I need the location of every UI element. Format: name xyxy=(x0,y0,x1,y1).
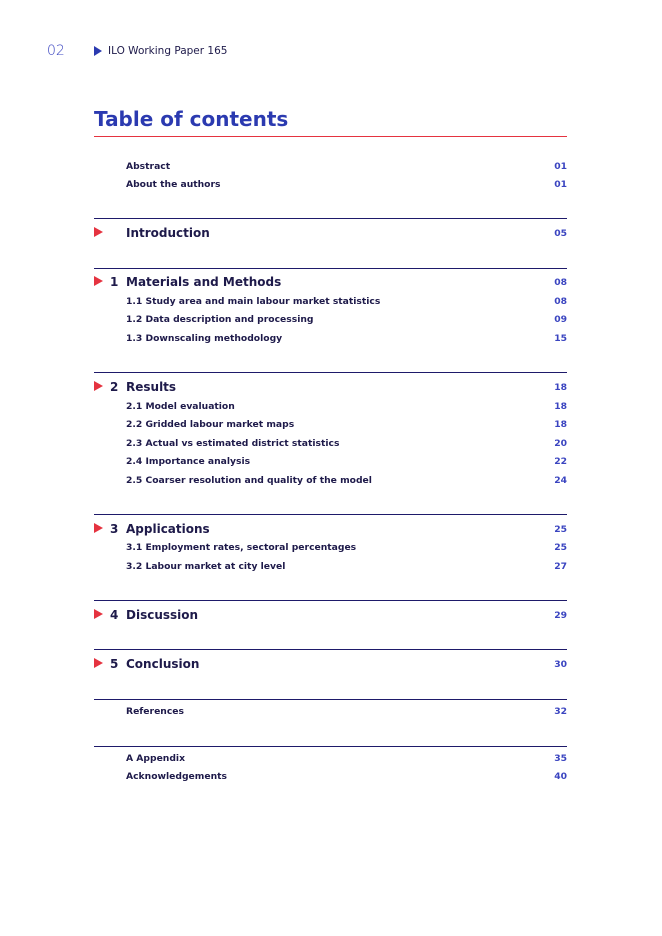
section-divider xyxy=(94,699,567,700)
toc-entry-page: 20 xyxy=(554,438,567,449)
toc-entry-section-2[interactable] xyxy=(94,381,567,395)
section-divider xyxy=(94,268,567,269)
toc-entry-label: 2.5 Coarser resolution and quality of the model xyxy=(126,475,372,486)
toc-entry-references[interactable] xyxy=(94,706,567,720)
title-divider xyxy=(94,136,567,137)
toc-subentry[interactable] xyxy=(94,542,567,556)
toc-subentry[interactable] xyxy=(94,475,567,489)
toc-subentry[interactable] xyxy=(94,314,567,328)
toc-entry-page: 01 xyxy=(554,179,567,190)
toc-entry-label: 2.4 Importance analysis xyxy=(126,456,251,467)
section-number: 3 xyxy=(110,522,119,536)
toc-entry-page: 27 xyxy=(554,561,567,572)
section-number: 4 xyxy=(110,608,119,622)
section-divider xyxy=(94,600,567,601)
toc-entry-page: 29 xyxy=(554,610,567,621)
section-divider xyxy=(94,649,567,650)
toc-entry-section-4[interactable] xyxy=(94,609,567,623)
section-arrow-icon xyxy=(94,523,103,533)
toc-entry-page: 30 xyxy=(554,659,567,670)
toc-entry-page: 08 xyxy=(554,296,567,307)
toc-entry-label: 2.1 Model evaluation xyxy=(126,401,235,412)
section-arrow-icon xyxy=(94,276,103,286)
section-number: 1 xyxy=(110,275,119,289)
toc-entry-label: 2.3 Actual vs estimated district statistics xyxy=(126,438,340,449)
toc-title: Table of contents xyxy=(94,107,289,131)
toc-entry-page: 18 xyxy=(554,382,567,393)
triangle-icon xyxy=(94,46,102,56)
toc-entry-acknowledgements[interactable] xyxy=(94,771,567,785)
toc-subentry[interactable] xyxy=(94,419,567,433)
toc-entry-page: 22 xyxy=(554,456,567,467)
section-number: 2 xyxy=(110,380,119,394)
toc-entry-label: Materials and Methods xyxy=(126,275,282,289)
toc-entry-label: Applications xyxy=(126,522,210,536)
toc-entry-page: 09 xyxy=(554,314,567,325)
running-title: ILO Working Paper 165 xyxy=(108,45,228,57)
section-arrow-icon xyxy=(94,227,103,237)
toc-entry-label: A Appendix xyxy=(126,753,185,764)
section-arrow-icon xyxy=(94,658,103,668)
toc-entry-page: 40 xyxy=(554,771,567,782)
toc-entry-section-1[interactable] xyxy=(94,276,567,290)
toc-entry-page: 18 xyxy=(554,419,567,430)
section-arrow-icon xyxy=(94,609,103,619)
section-divider xyxy=(94,372,567,373)
toc-entry-page: 05 xyxy=(554,228,567,239)
toc-entry-page: 01 xyxy=(554,161,567,172)
toc-entry-label: References xyxy=(126,706,184,717)
toc-subentry[interactable] xyxy=(94,456,567,470)
toc-subentry[interactable] xyxy=(94,561,567,575)
toc-entry-page: 32 xyxy=(554,706,567,717)
toc-entry-page: 25 xyxy=(554,542,567,553)
toc-entry-introduction[interactable] xyxy=(94,227,567,241)
section-arrow-icon xyxy=(94,381,103,391)
toc-entry-label: Discussion xyxy=(126,608,199,622)
toc-entry-page: 25 xyxy=(554,524,567,535)
toc-entry-page: 15 xyxy=(554,333,567,344)
toc-entry-page: 24 xyxy=(554,475,567,486)
section-divider xyxy=(94,514,567,515)
toc-entry-label: 3.1 Employment rates, sectoral percentages xyxy=(126,542,357,553)
toc-entry-label: 1.1 Study area and main labour market statistics xyxy=(126,296,381,307)
toc-entry-label: 2.2 Gridded labour market maps xyxy=(126,419,295,430)
toc-entry-section-3[interactable] xyxy=(94,523,567,537)
toc-entry-label: Conclusion xyxy=(126,657,200,671)
toc-entry-page: 35 xyxy=(554,753,567,764)
page-number: 02 xyxy=(47,43,65,59)
running-header xyxy=(94,45,227,57)
toc-entry-label: 1.2 Data description and processing xyxy=(126,314,314,325)
toc-entry-label: About the authors xyxy=(126,179,221,190)
toc-entry-section-5[interactable] xyxy=(94,658,567,672)
toc-entry-label: 1.3 Downscaling methodology xyxy=(126,333,283,344)
toc-entry-label: Acknowledgements xyxy=(126,771,227,782)
toc-entry-label: Introduction xyxy=(126,226,210,240)
toc-subentry[interactable] xyxy=(94,296,567,310)
toc-entry-label: 3.2 Labour market at city level xyxy=(126,561,286,572)
toc-entry-abstract[interactable] xyxy=(94,161,567,175)
toc-entry-appendix[interactable] xyxy=(94,753,567,767)
toc-entry-label: Results xyxy=(126,380,177,394)
toc-entry-page: 18 xyxy=(554,401,567,412)
toc-entry-about-authors[interactable] xyxy=(94,179,567,193)
section-divider xyxy=(94,218,567,219)
toc-subentry[interactable] xyxy=(94,401,567,415)
section-number: 5 xyxy=(110,657,119,671)
toc-entry-label: Abstract xyxy=(126,161,171,172)
toc-entry-page: 08 xyxy=(554,277,567,288)
toc-subentry[interactable] xyxy=(94,333,567,347)
toc-subentry[interactable] xyxy=(94,438,567,452)
section-divider xyxy=(94,746,567,747)
